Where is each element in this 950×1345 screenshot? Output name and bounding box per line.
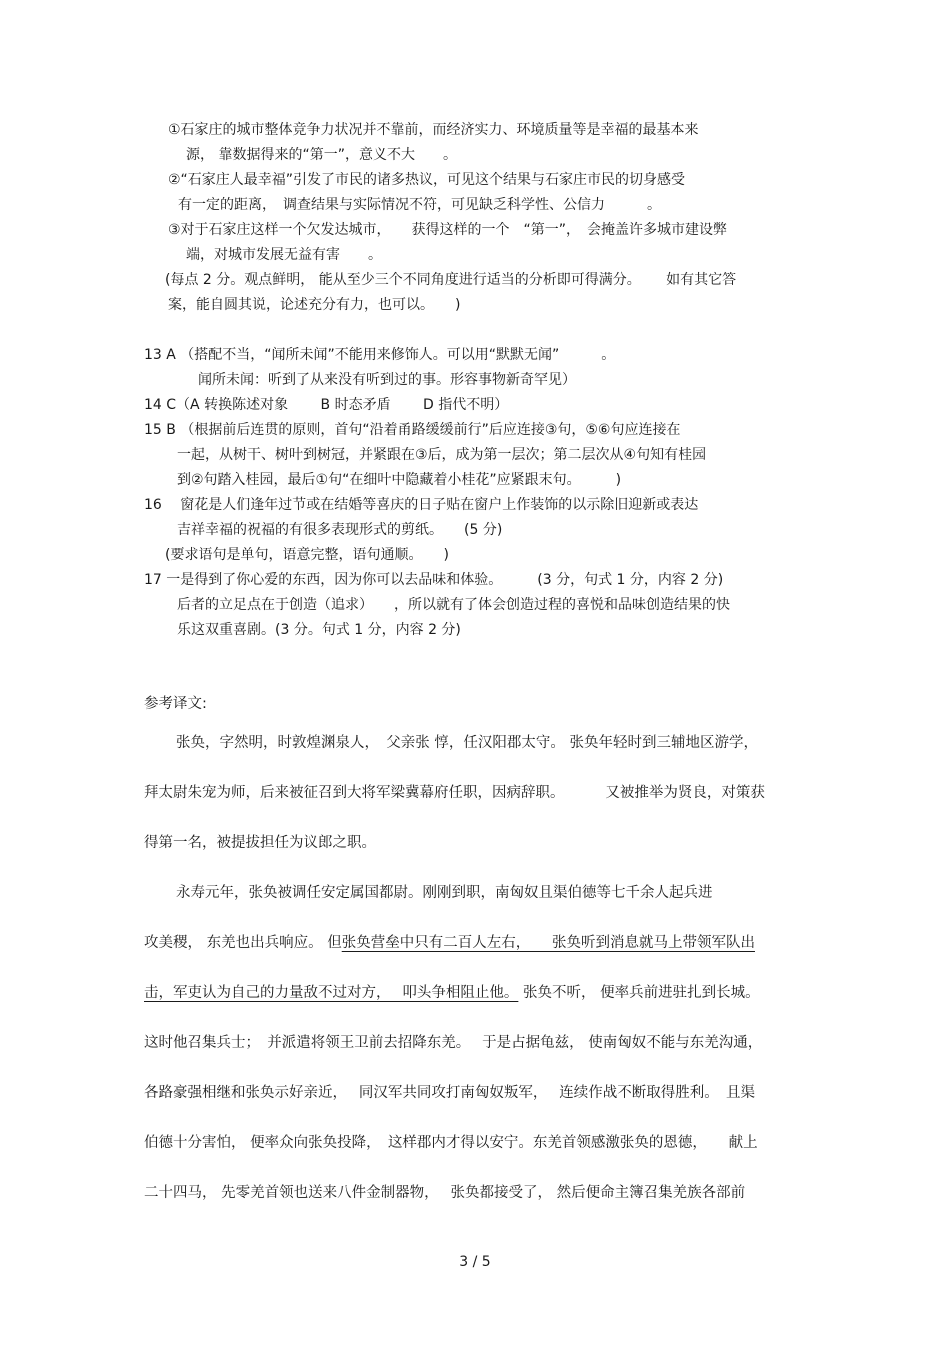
translation-p2-line-1: 永寿元年，张奂被调任安定属国都尉。刚刚到职，南匈奴且渠伯德等七千余人起兵进 <box>176 885 713 901</box>
answer-17-line-1: 17 一是得到了你心爱的东西，因为你可以去品味和体验。 (3 分，句式 1 分，内容 2 分) <box>144 572 724 588</box>
answer-16-line-3: (要求语句是单句，语意完整，语句通顺。 ) <box>165 547 449 563</box>
answer-16-line-2: 吉祥幸福的祝福的有很多表现形式的剪纸。 (5 分) <box>177 522 503 538</box>
page-number: 3 / 5 <box>459 1254 491 1270</box>
translation-p1-line-1: 张奂，字然明，时敦煌渊泉人， 父亲张 惇，任汉阳郡太守。 张奂年轻时到三辅地区游学， <box>176 735 758 751</box>
translation-p2-line-3-underlined: 击，军吏认为自己的力量敌不过对方， 叩头争相阻止他。 <box>144 985 519 1001</box>
answer-12-line-1: ①石家庄的城市整体竞争力状况并不靠前，而经济实力、环境质量等是幸福的最基本来 <box>168 122 699 138</box>
answer-12-line-6: 端，对城市发展无益有害 。 <box>186 247 382 263</box>
answer-17-line-3: 乐这双重喜剧。(3 分。句式 1 分，内容 2 分) <box>177 622 461 638</box>
translation-p2-line-2-underlined: 张奂营垒中只有二百人左右， 张奂听到消息就马上带领军队出 <box>341 935 755 951</box>
answer-15-line-2: 一起，从树干、树叶到树冠，并紧跟在③后，成为第一层次；第二层次从④句知有桂园 <box>177 447 707 463</box>
answer-15-line-1: 15 B （根据前后连贯的原则，首句“沿着甬路缓缓前行”后应连接③句，⑤⑥句应连接在 <box>144 422 681 438</box>
translation-p1-line-3: 得第一名，被提拔担任为议郎之职。 <box>144 835 376 851</box>
answer-12-scoring-line-2: 案，能自圆其说，论述充分有力，也可以。 ) <box>168 297 461 313</box>
answer-12-line-5: ③对于石家庄这样一个欠发达城市， 获得这样的一个 “第一”， 会掩盖许多城市建设弊 <box>168 222 728 238</box>
translation-p2-line-2-plain: 攻美稷， 东羌也出兵响应。 但 <box>144 935 342 951</box>
answer-13-line-2: 闻所未闻：听到了从来没有听到过的事。形容事物新奇罕见） <box>198 372 576 388</box>
translation-p2-line-4: 这时他召集兵士； 并派遣将领王卫前去招降东羌。 于是占据龟兹， 使南匈奴不能与东羌沟通， <box>144 1035 763 1051</box>
answer-12-scoring-line-1: (每点 2 分。观点鲜明， 能从至少三个不同角度进行适当的分析即可得满分。 如有其它答 <box>165 272 737 288</box>
translation-p2-line-2 <box>144 933 755 953</box>
translation-p2-line-7: 二十四马， 先零羌首领也送来八件金制器物， 张奂都接受了， 然后便命主簿召集羌族各部前 <box>144 1185 746 1201</box>
answer-15-line-3: 到②句踏入桂园，最后①句“在细叶中隐藏着小桂花”应紧跟末句。 ) <box>177 472 622 488</box>
answer-17-line-2: 后者的立足点在于创造（追求） ，所以就有了体会创造过程的喜悦和品味创造结果的快 <box>177 597 730 613</box>
translation-p1-line-2: 拜太尉朱宠为师，后来被征召到大将军梁冀幕府任职，因病辞职。 又被推举为贤良，对策获 <box>144 785 765 801</box>
translation-p2-line-6: 伯德十分害怕， 便率众向张奂投降， 这样郡内才得以安宁。东羌首领感激张奂的恩德， 献上 <box>144 1135 758 1151</box>
translation-heading: 参考译文: <box>144 696 207 712</box>
answer-12-line-4: 有一定的距离， 调查结果与实际情况不符，可见缺乏科学性、公信力 。 <box>178 197 661 213</box>
answer-13-line-1: 13 A （搭配不当，“闻所未闻”不能用来修饰人。可以用“默默无闻” 。 <box>144 347 616 363</box>
translation-p2-line-3 <box>144 983 760 1003</box>
translation-p2-line-5: 各路豪强相继和张奂示好亲近， 同汉军共同攻打南匈奴叛军， 连续作战不断取得胜利。 且渠 <box>144 1085 755 1101</box>
answer-12-line-3: ②“石家庄人最幸福”引发了市民的诸多热议，可见这个结果与石家庄市民的切身感受 <box>168 172 686 188</box>
answer-12-line-2: 源， 靠数据得来的“第一”，意义不大 。 <box>186 147 457 163</box>
translation-p2-line-3-plain: 张奂不听， 便率兵前进驻扎到长城。 <box>518 985 760 1001</box>
answer-16-line-1: 16 窗花是人们逢年过节或在结婚等喜庆的日子贴在窗户上作装饰的以示除旧迎新或表达 <box>144 497 699 513</box>
answer-14: 14 C（A 转换陈述对象 B 时态矛盾 D 指代不明） <box>144 397 509 413</box>
